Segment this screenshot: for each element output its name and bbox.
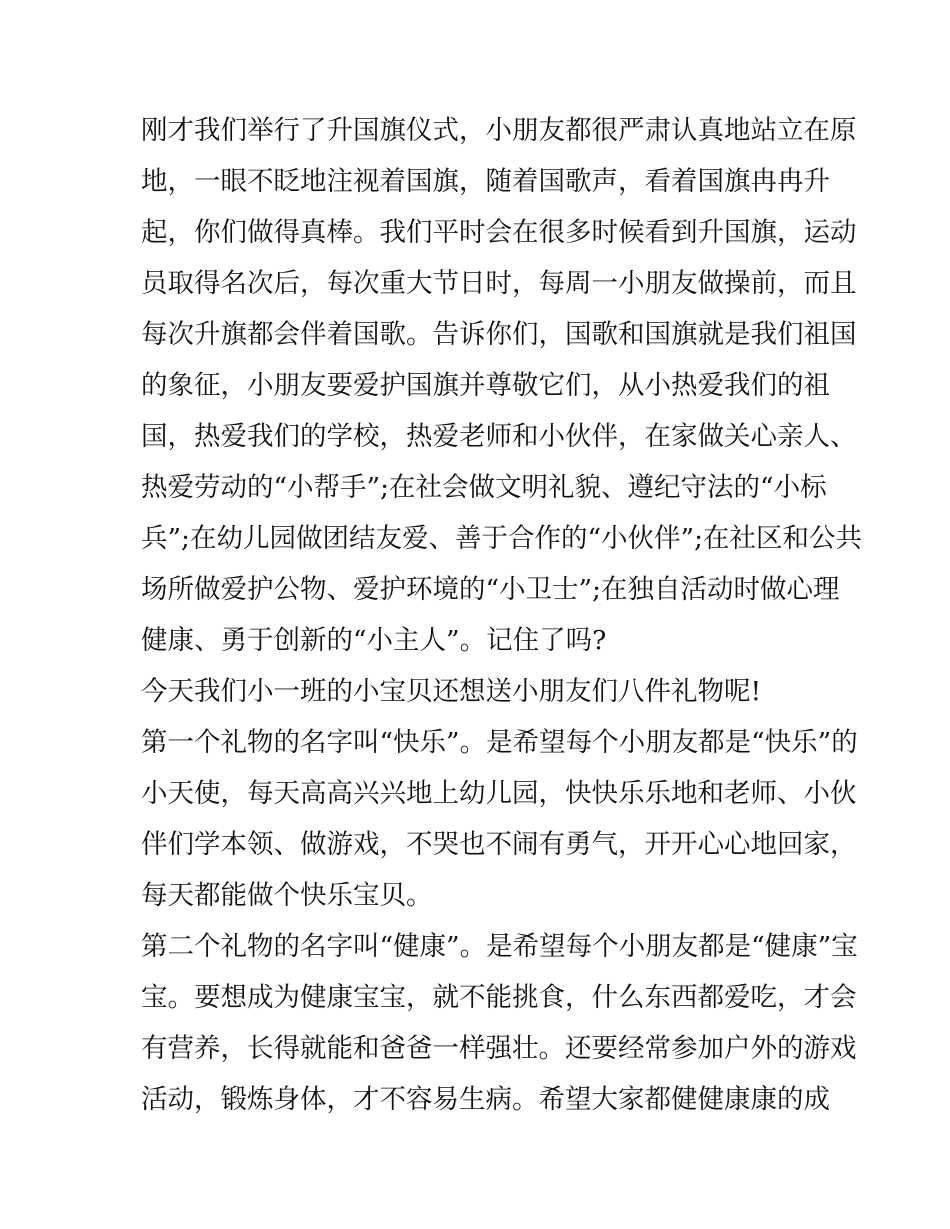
text-line-18: 宝。要想成为健康宝宝，就不能挑食，什么东西都爱吃，才会: [141, 982, 857, 1013]
text-line-20: 活动，锻炼身体，才不容易生病。希望大家都健健康康的成: [141, 1084, 830, 1115]
text-line-4: 员取得名次后，每次重大节日时，每周一小朋友做操前，而且: [141, 268, 857, 299]
text-line-10: 场所做爱护公物、爱护环境的“小卫士”;在独自活动时做心理: [141, 574, 840, 605]
text-line-17: 第二个礼物的名字叫“健康”。是希望每个小朋友都是“健康”宝: [141, 931, 858, 962]
text-line-5: 每次升旗都会伴着国歌。告诉你们，国歌和国旗就是我们祖国: [141, 319, 857, 350]
text-line-13: 第一个礼物的名字叫“快乐”。是希望每个小朋友都是“快乐”的: [141, 727, 858, 758]
text-line-2: 地，一眼不眨地注视着国旗，随着国歌声，看着国旗冉冉升: [141, 166, 830, 197]
text-line-15: 伴们学本领、做游戏，不哭也不闹有勇气，开开心心地回家，: [141, 829, 857, 860]
text-line-1: 刚才我们举行了升国旗仪式，小朋友都很严肃认真地站立在原: [141, 115, 857, 146]
text-line-11: 健康、勇于创新的“小主人”。记住了吗?: [141, 625, 607, 656]
body-text: [141, 105, 862, 1125]
text-line-14: 小天使，每天高高兴兴地上幼儿园，快快乐乐地和老师、小伙: [141, 778, 857, 809]
text-line-12: 今天我们小一班的小宝贝还想送小朋友们八件礼物呢!: [141, 676, 762, 707]
text-line-3: 起，你们做得真棒。我们平时会在很多时候看到升国旗，运动: [141, 217, 857, 248]
text-line-16: 每天都能做个快乐宝贝。: [141, 880, 433, 911]
text-line-19: 有营养，长得就能和爸爸一样强壮。还要经常参加户外的游戏: [141, 1033, 857, 1064]
text-line-6: 的象征，小朋友要爱护国旗并尊敬它们，从小热爱我们的祖: [141, 370, 830, 401]
text-line-7: 国，热爱我们的学校，热爱老师和小伙伴，在家做关心亲人、: [141, 421, 857, 452]
text-line-9: 兵”;在幼儿园做团结友爱、善于合作的“小伙伴”;在社区和公共: [141, 523, 862, 554]
text-line-8: 热爱劳动的“小帮手”;在社会做文明礼貌、遵纪守法的“小标: [141, 472, 827, 503]
